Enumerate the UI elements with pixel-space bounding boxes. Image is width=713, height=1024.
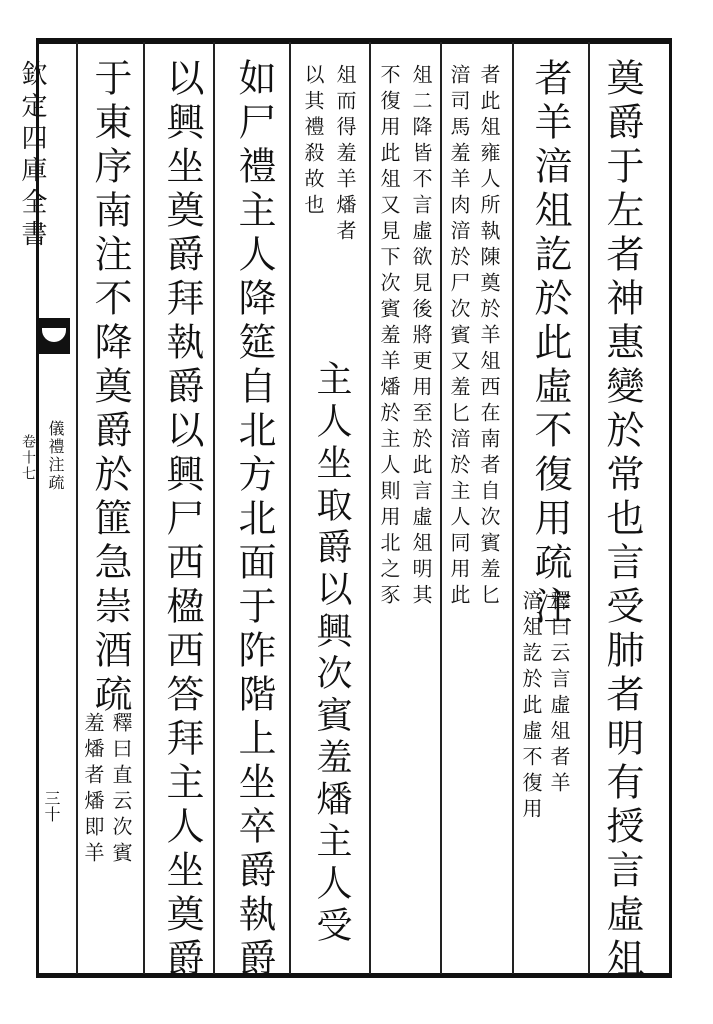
book-title: 欽定四庫全書 — [17, 60, 47, 252]
annotation-column-2b: 湆俎訖於此虛不復用 — [519, 590, 543, 824]
column-rule — [76, 42, 78, 974]
fishtail-mark-icon — [38, 318, 70, 354]
text-column-1: 奠爵于左者神惠變於常也言受肺者明有授言虛俎 — [600, 58, 644, 982]
annotation-column-3b: 湆司馬羞羊肉湆於尸次賓又羞匕湆於主人同用此 — [447, 64, 471, 610]
text-column-2: 者羊湆俎訖於此虛不復用疏注 — [528, 58, 572, 630]
text-column-6: 如尸禮主人降筵自北方北面于阼階上坐卒爵執爵 — [232, 58, 276, 982]
text-column-5-tail: 主人坐取爵以興次賓羞燔主人受 — [311, 360, 352, 948]
column-rule — [588, 42, 590, 974]
page-number: 三十 — [42, 790, 61, 822]
text-column-7: 以興坐奠爵拜執爵以興尸西楹西答拜主人坐奠爵 — [160, 58, 204, 982]
annotation-column-8a: 釋曰直云次賓 — [109, 712, 133, 868]
chapter-title: 儀禮注疏 — [46, 420, 65, 492]
text-column-8: 于東序南注不降奠爵於篚急崇酒疏 — [88, 58, 132, 718]
annotation-column-5a: 俎而得羞羊燔者 — [333, 64, 357, 246]
annotation-column-2a: 釋曰云言虛俎者羊 — [547, 590, 571, 798]
column-rule — [289, 42, 291, 974]
annotation-column-8b: 羞燔者燔即羊 — [81, 712, 105, 868]
annotation-column-4b: 不復用此俎又見下次賓羞羊燔於主人則用北之豕 — [377, 64, 401, 610]
annotation-column-3a: 者此俎雍人所執陳奠於羊俎西在南者自次賓羞匕 — [477, 64, 501, 610]
column-rule — [143, 42, 145, 974]
column-rule — [512, 42, 514, 974]
annotation-column-5b: 以其禮殺故也 — [301, 64, 325, 220]
volume-number: 卷十七 — [20, 434, 36, 482]
column-rule — [369, 42, 371, 974]
column-rule — [440, 42, 442, 974]
annotation-column-4a: 俎二降皆不言虛欲見後將更用至於此言虛俎明其 — [409, 64, 433, 610]
column-rule — [213, 42, 215, 974]
